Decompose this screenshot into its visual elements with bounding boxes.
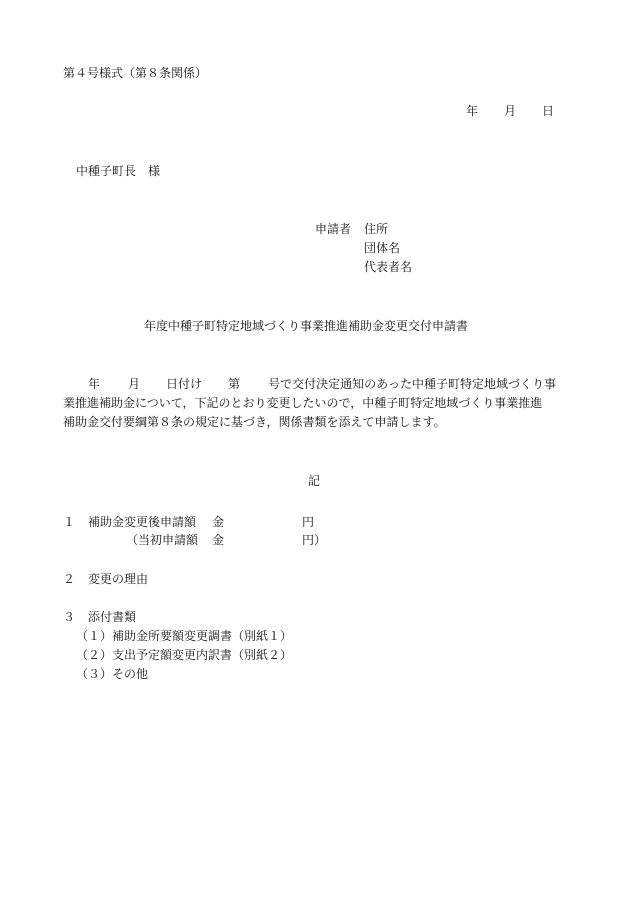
applicant-representative-label: 代表者名 (364, 260, 413, 274)
item3-number: ３ (63, 610, 76, 624)
item1-sub-kin: 金 (212, 533, 225, 547)
addressee: 中種子町長 様 (76, 164, 161, 178)
item3-label: 添付書類 (88, 610, 137, 624)
body-year: 年 (88, 377, 101, 391)
applicant-address-label: 住所 (364, 222, 389, 236)
body-line-2: 業推進補助金について，下記のとおり変更したいので，中種子町特定地域づくり事業推進 (63, 396, 543, 410)
applicant-label: 申請者 (315, 222, 352, 236)
body-dai: 第 (228, 377, 241, 391)
body-line-1 (88, 376, 556, 392)
attachment-item: （１）補助金所要額変更調書（別紙１） (76, 629, 293, 643)
body-line-3: 補助金交付要綱第８条の規定に基づき，関係書類を添えて申請します。 (63, 415, 446, 429)
body-day: 日付け (166, 377, 203, 391)
date-year: 年 (466, 104, 479, 118)
applicant-organization-label: 団体名 (364, 241, 401, 255)
item1-yen: 円 (302, 515, 315, 529)
date-line (466, 103, 554, 119)
body-month: 月 (128, 377, 141, 391)
body-go: 号で交付決定通知のあった中種子町特定地域づくり事 (268, 377, 556, 391)
item1-kin: 金 (212, 515, 225, 529)
date-month: 月 (504, 104, 517, 118)
item1-label: 補助金変更後申請額 (88, 515, 197, 529)
item1-number: １ (63, 515, 76, 529)
ki-heading: 記 (308, 474, 321, 488)
attachment-item: （３）その他 (76, 667, 149, 681)
item1-sub-yen: 円） (302, 533, 327, 547)
item2-number: ２ (63, 572, 76, 586)
document-title: 年度中種子町特定地域づくり事業推進補助金変更交付申請書 (144, 319, 469, 333)
item1-sub-label: （当初申請額 (126, 533, 199, 547)
attachment-item: （２）支出予定額変更内訳書（別紙２） (76, 648, 293, 662)
item2-label: 変更の理由 (88, 572, 149, 586)
form-label: 第４号様式（第８条関係） (63, 66, 208, 80)
date-day: 日 (542, 104, 555, 118)
